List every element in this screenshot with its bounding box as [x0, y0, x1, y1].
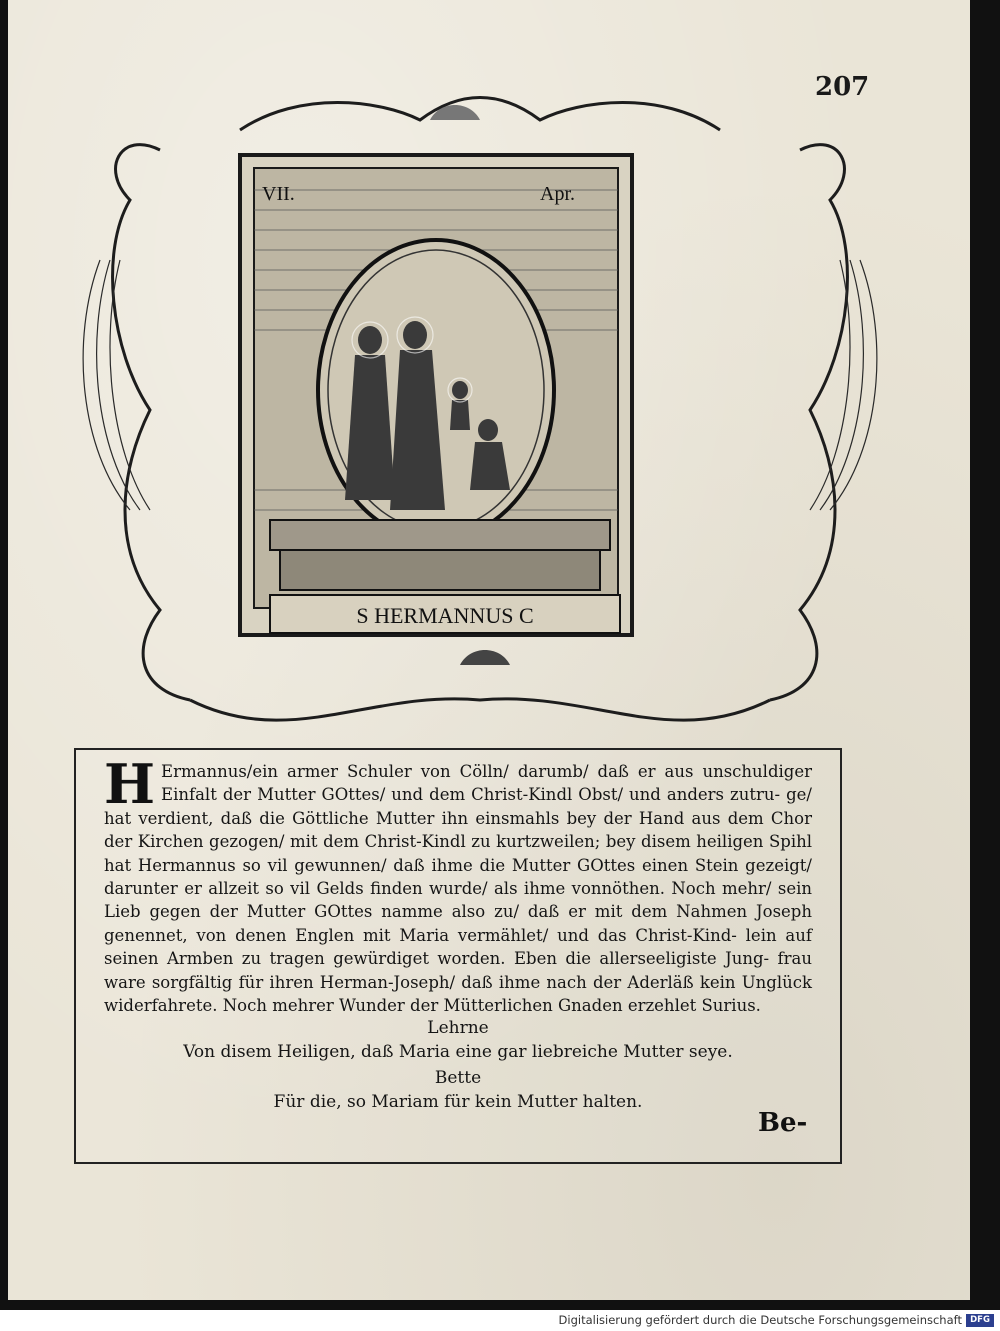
bette-text: Für die, so Mariam für kein Mutter halten. — [273, 1092, 643, 1112]
catchword: Be- — [758, 1108, 808, 1138]
footer-credit: Digitalisierung gefördert durch die Deutsche Forschungsgemeinschaft — [558, 1313, 962, 1327]
saint-engraving — [40, 90, 920, 740]
drop-initial: H — [104, 752, 156, 816]
page-number: 207 — [815, 72, 870, 102]
dfg-logo: DFG — [966, 1314, 994, 1327]
legend-body: Ermannus/ein armer Schuler von Cölln/ darumb/ daß er aus unschuldiger Einfalt der Mutter GOttes/ und dem Christ-Kindl Obst/ und anders zutru- ge/ hat verdient, daß die Göttliche Mutter ihn einsmahls bey der Hand aus dem Chor der Kirchen gezogen/ mit dem Christ-Kindl zu kurtzweilen; bey disem heiligen Spihl hat Hermannus so vil gewunnen/ daß ihme die Mutter GOttes einen Stein gezeigt/ darunter er allzeit so vil Gelds finden wurde/ als ihme vonnöthen. Noch mehr/ sein Lieb gegen der Mutter GOttes namme also zu/ daß er mit dem Nahmen Joseph genennet, von denen Englen mit Maria vermählet/ und das Christ-Kind- lein auf seinen Armben zu tragen gewürdiget worden. Eben die allerseeligiste Jung- frau ware sorgfältig für ihren Herman-Joseph/ daß ihme nach der Aderläß kein Unglück widerfahrete. Noch mehrer Wunder der Mütterlichen Gnaden erzehlet Surius. — [104, 762, 812, 1016]
feast-month-label: Apr. — [540, 183, 575, 205]
feast-day-label: VII. — [262, 183, 295, 205]
legend-text — [104, 752, 812, 1017]
lehrne-heading: Lehrne — [427, 1018, 489, 1038]
saint-name-plaque: S HERMANNUS C — [356, 603, 534, 628]
bette-heading: Bette — [434, 1068, 482, 1088]
lehrne-text: Von disem Heiligen, daß Maria eine gar liebreiche Mutter seye. — [183, 1042, 733, 1062]
